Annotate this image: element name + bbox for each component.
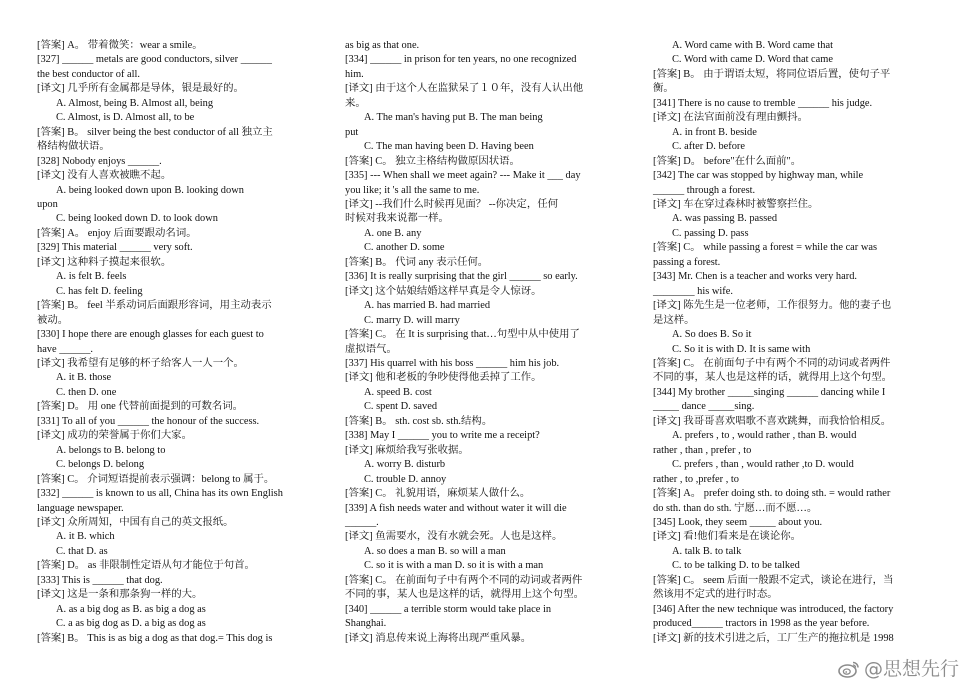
text-line: [341] There is no cause to tremble ______ his judge. <box>653 97 873 109</box>
text-line: C. then D. one <box>56 386 117 398</box>
text-line: [答案] A。 prefer doing sth. to doing sth. = would rather <box>653 488 891 500</box>
text-line: ________ his wife. <box>653 285 733 297</box>
text-line: him. <box>345 68 364 80</box>
text-line: A. Word came with B. Word came that <box>672 40 833 51</box>
text-line: [346] After the new technique was introduced, the factory <box>653 603 894 615</box>
text-line: A. So does B. So it <box>672 329 752 341</box>
text-line: C. has felt D. feeling <box>56 285 143 297</box>
text-line: [译文] 麻烦给我写张收据。 <box>345 444 469 456</box>
text-line: A. has married B. had married <box>364 300 491 312</box>
text-line: [译文] 众所周知，中国有自己的英文报纸。 <box>37 516 234 528</box>
text-line: C. a as big dog as D. a big as dog as <box>56 618 206 630</box>
text-line: [译文] 我希望有足够的杯子给客人一人一个。 <box>37 357 244 369</box>
text-line: _____ dance _____sing. <box>653 401 755 413</box>
text-line: [译文] 他和老板的争吵使得他丢掉了工作。 <box>345 372 542 384</box>
text-line: [译文] 成功的荣誉属于你们大家。 <box>37 430 192 442</box>
text-line: the best conductor of all. <box>37 68 141 80</box>
text-line: [译文] 鱼需要水，没有水就会死。人也是这样。 <box>345 531 563 543</box>
text-line: A. in front B. beside <box>672 126 757 138</box>
text-line: [译文] 新的技术引进之后，工厂生产的拖拉机是 1998 <box>653 632 894 644</box>
text-line: [342] The car was stopped by highway man, while <box>653 170 864 182</box>
text-line: [答案] C。 while passing a forest = while the car was <box>653 242 878 254</box>
text-line: rather , than , prefer , to <box>653 444 752 456</box>
text-line: [译文] 在法官面前没有理由颤抖。 <box>653 112 808 124</box>
text-line: [答案] B。 sth. cost sb. sth.结构。 <box>345 415 493 427</box>
text-line: [334] ______ in prison for ten years, no one recognized <box>345 54 577 66</box>
text-line: [答案] C。 介词短语提前表示强调：belong to 属于。 <box>37 473 275 485</box>
text-line: [答案] D。 before"在什么面前"。 <box>653 155 802 167</box>
text-line: 是这样。 <box>653 314 695 326</box>
text-line: A. it B. which <box>56 531 115 543</box>
text-line: A. being looked down upon B. looking down <box>56 184 244 196</box>
text-line: C. another D. some <box>364 242 445 254</box>
text-line: put <box>345 126 359 138</box>
text-line: [答案] C。 礼貌用语，麻烦某人做什么。 <box>345 488 531 500</box>
text-line: [答案] B。 This is as big a dog as that dog.= This dog is <box>37 632 273 644</box>
text-line: [340] ______ a terrible storm would take place in <box>345 603 552 615</box>
text-line: [答案] B。 silver being the best conductor of all 独立主 <box>37 126 273 138</box>
text-line: C. passing D. pass <box>672 227 749 239</box>
text-line: 来。 <box>345 97 366 109</box>
text-line: [337] His quarrel with his boss ______ him his job. <box>345 357 560 369</box>
text-line: as big as that one. <box>345 40 420 51</box>
text-line: A. The man's having put B. The man being <box>364 112 543 124</box>
text-line: C. that D. as <box>56 545 108 557</box>
text-line: C. marry D. will marry <box>364 314 460 326</box>
text-line: 虚拟语气。 <box>345 343 397 355</box>
text-line: [译文] 由于这个人在监狱呆了１０年，没有人认出他 <box>345 83 584 95</box>
text-column-right <box>653 39 935 646</box>
text-line: you like; it 's all the same to me. <box>345 184 480 196</box>
text-line: A. worry B. disturb <box>364 459 446 471</box>
text-line: A. so does a man B. so will a man <box>364 545 506 557</box>
text-line: A. one B. any <box>364 227 422 239</box>
text-line: do sth. than do sth. 宁愿…而不愿…。 <box>653 502 818 514</box>
text-line: [答案] C。 seem 后面一般跟不定式，谈论在进行，当 <box>653 574 894 586</box>
text-line: [327] ______ metals are good conductors, silver ______ <box>37 54 272 66</box>
text-line: A. it B. those <box>56 372 112 384</box>
text-line: A. was passing B. passed <box>672 213 778 225</box>
text-line: [答案] C。 独立主格结构做原因状语。 <box>345 155 520 167</box>
text-line: 时候对我来说都一样。 <box>345 213 449 225</box>
text-line: C. Almost, is D. Almost all, to be <box>56 112 195 124</box>
text-line: 衡。 <box>653 83 674 95</box>
text-line: [332] ______ is known to us all, China has its own English <box>37 488 283 500</box>
text-line: [338] May I ______ you to write me a receipt? <box>345 430 540 442</box>
text-line: [333] This is ______ that dog. <box>37 574 163 586</box>
watermark-text: @思想先行 <box>863 658 959 680</box>
text-line: [译文] 这是一条和那条狗一样的大。 <box>37 589 203 601</box>
text-line: C. belongs D. belong <box>56 459 145 471</box>
text-line: [答案] A。 enjoy 后面要跟动名词。 <box>37 227 197 239</box>
text-line: 被动。 <box>37 314 69 326</box>
text-line: C. Word with came D. Word that came <box>672 54 833 66</box>
text-line: [329] This material ______ very soft. <box>37 242 193 254</box>
text-line: A. speed B. cost <box>364 386 432 398</box>
text-line: [331] To all of you ______ the honour of the success. <box>37 415 260 427</box>
text-line: [328] Nobody enjoys ______. <box>37 155 162 167</box>
text-line: [译文] 消息传来说上海将出现严重风暴。 <box>345 632 532 644</box>
text-line: [答案] C。 在前面句子中有两个不同的动词或者两件 <box>653 357 891 369</box>
text-column-left <box>37 39 320 646</box>
text-line: C. spent D. saved <box>364 401 438 413</box>
text-line: A. is felt B. feels <box>56 271 127 283</box>
text-line: [330] I hope there are enough glasses for each guest to <box>37 329 264 341</box>
text-line: Shanghai. <box>345 618 387 630</box>
text-line: [译文] 我哥哥喜欢唱歌不喜欢跳舞，而我恰恰相反。 <box>653 415 892 427</box>
text-line: ______. <box>345 516 379 528</box>
text-line: [译文] 这种料子摸起来很软。 <box>37 256 172 268</box>
text-line: C. trouble D. annoy <box>364 473 447 485</box>
text-line: have ______. <box>37 343 93 355</box>
text-line: 然该用不定式的进行时态。 <box>653 589 778 601</box>
text-line: [译文] 几乎所有金属都是导体，银是最好的。 <box>37 83 244 95</box>
text-line: [译文] 没有人喜欢被瞧不起。 <box>37 170 172 182</box>
text-line: [答案] C。 在前面句子中有两个不同的动词或者两件 <box>345 574 583 586</box>
text-line: [345] Look, they seem _____ about you. <box>653 516 823 528</box>
text-line: C. being looked down D. to look down <box>56 213 218 225</box>
text-line: 不同的事，某人也是这样的话，就得用上这个句型。 <box>345 589 584 601</box>
text-line: C. The man having been D. Having been <box>364 141 534 153</box>
text-line: [343] Mr. Chen is a teacher and works very hard. <box>653 271 857 283</box>
text-line: [335] --- When shall we meet again? --- Make it ___ day <box>345 170 581 182</box>
text-line: [344] My brother _____singing ______ dancing while I <box>653 386 886 398</box>
text-line: 不同的事，某人也是这样的话，就得用上这个句型。 <box>653 372 892 384</box>
text-line: [答案] D。 用 one 代替前面提到的可数名词。 <box>37 401 244 413</box>
weibo-logo-icon <box>838 660 860 678</box>
text-line: A. as a big dog as B. as big a dog as <box>56 603 206 615</box>
text-line: 格结构做状语。 <box>37 141 110 153</box>
text-line: A. belongs to B. belong to <box>56 444 166 456</box>
text-line: C. after D. before <box>672 141 745 153</box>
text-line: rather , to ,prefer , to <box>653 473 739 485</box>
text-line: produced______ tractors in 1998 as the year before. <box>653 618 870 630</box>
text-column-middle <box>345 39 629 646</box>
text-line: C. to be talking D. to be talked <box>672 560 800 572</box>
text-line: upon <box>37 198 58 210</box>
text-line: C. prefers , than , would rather ,to D. would <box>672 459 854 471</box>
text-line: C. So it is with D. It is same with <box>672 343 811 355</box>
text-line: [译文] 这个姑娘结婚这样早真是令人惊讶。 <box>345 285 542 297</box>
text-line: ______ through a forest. <box>653 184 756 196</box>
text-line: C. so it is with a man D. so it is with a man <box>364 560 544 572</box>
text-line: [译文] 看!他们看来是在谈论你。 <box>653 531 802 543</box>
text-line: A. talk B. to talk <box>672 545 742 557</box>
text-line: [答案] C。 在 It is surprising that…句型中从中使用了 <box>345 329 580 341</box>
text-line: [339] A fish needs water and without water it will die <box>345 502 567 514</box>
watermark <box>838 658 959 680</box>
text-line: [译文] 车在穿过森林时被警察拦住。 <box>653 198 819 210</box>
text-line: [译文] 陈先生是一位老师，工作很努力。他的妻子也 <box>653 300 892 312</box>
text-line: passing a forest. <box>653 256 721 268</box>
text-line: [336] It is really surprising that the girl ______ so early. <box>345 271 578 283</box>
text-line: A. prefers , to , would rather , than B. would <box>672 430 857 442</box>
text-line: language newspaper. <box>37 502 124 514</box>
text-line: [答案] B。 代词 any 表示任何。 <box>345 256 489 268</box>
text-line: [答案] D。 as 非限制性定语从句才能位于句首。 <box>37 560 255 572</box>
text-line: A. Almost, being B. Almost all, being <box>56 97 214 109</box>
text-line: [答案] B。 feel 半系动词后面跟形容词，用主动表示 <box>37 300 272 312</box>
text-line: [答案] A。 带着微笑：wear a smile。 <box>37 40 203 51</box>
text-line: [答案] B。 由于谓语太短，将同位语后置，使句子平 <box>653 68 891 80</box>
text-line: [译文] --我们什么时候再见面？ --你决定，任何 <box>345 198 558 210</box>
